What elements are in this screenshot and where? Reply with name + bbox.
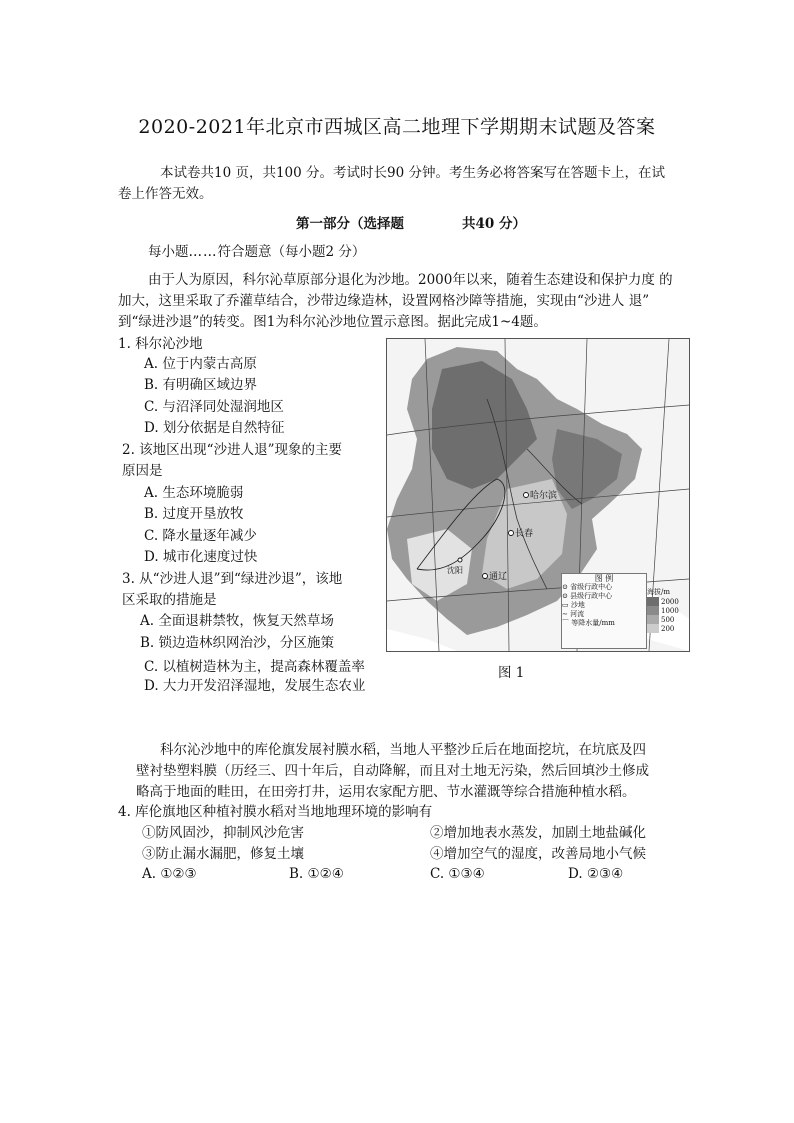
q1-option-c: C. 与沼泽同处湿润地区: [144, 399, 284, 415]
figure-map: [386, 338, 690, 652]
q3-stem-line-1: 3. 从“沙进人退”到“绿进沙退”，该地: [122, 571, 343, 587]
legend-item-county: ⊙ 县级行政中心: [562, 592, 613, 600]
passage1-line-1: 由于人为原因，科尔沁草原部分退化为沙地。2000年以来，随着生态建设和保护力度 的: [148, 272, 673, 288]
q2-option-a: A. 生态环境脆弱: [144, 485, 244, 501]
instruction-prefix: 每小题: [148, 244, 189, 260]
passage2-line-3: 略高于地面的畦田，在田旁打井，运用农家配方肥、节水灌溉等综合措施种植水稻。: [136, 784, 636, 800]
map-legend: [561, 573, 647, 649]
part-heading: 第一部分（选择题: [296, 216, 404, 232]
passage2-line-2: 壁衬垫塑料膜（历经三、四十年后，自动降解，而且对土地无污染，然后回填沙土修成: [136, 763, 649, 779]
q2-stem-line-2: 原因是: [122, 463, 163, 479]
instruction-suffix: 符合题意（每小题2 分）: [217, 244, 366, 260]
legend-item-river: ∼ 河流: [562, 610, 585, 618]
q2-stem-line-1: 2. 该地区出现“沙进人退”现象的主要: [122, 442, 342, 458]
passage1-line-3: 到“绿进沙退”的转变。图1为科尔沁沙地位置示意图。据此完成1~4题。: [118, 314, 547, 330]
legend-item-isohyet: ⌒ 等降水量/mm: [562, 619, 615, 627]
city-changchun: 长春: [515, 529, 534, 539]
q3-option-a: A. 全面退耕禁牧，恢复天然草场: [140, 613, 334, 629]
intro-line-2: 卷上作答无效。: [118, 186, 213, 202]
elevation-title: 海拔/m: [647, 588, 670, 596]
legend-item-province: ⊙ 省级行政中心: [562, 583, 613, 591]
passage1-line-2: 加大，这里采取了乔灌草结合，沙带边缘造林，设置网格沙障等措施，实现由“沙进人 退”: [118, 293, 650, 309]
city-tongliao: 通辽: [489, 572, 508, 582]
q2-option-b: B. 过度开垦放牧: [144, 506, 244, 522]
q3-option-d: D. 大力开发沼泽湿地，发展生态农业: [144, 678, 366, 694]
q1-option-d: D. 划分依据是自然特征: [144, 420, 285, 436]
q3-stem-line-2: 区采取的措施是: [122, 592, 217, 608]
page-title: 2020-2021年北京市西城区高二地理下学期期末试题及答案: [138, 116, 656, 138]
q3-option-b: B. 锁边造林织网治沙，分区施策: [140, 635, 335, 651]
q1-option-a: A. 位于内蒙古高原: [144, 356, 257, 372]
q4-option-d: D. ②③④: [568, 866, 624, 882]
elevation-row: 1000: [647, 606, 687, 615]
city-harbin: 哈尔滨: [530, 491, 558, 501]
q1-option-b: B. 有明确区域边界: [144, 377, 258, 393]
q4-option-b: B. ①②④: [289, 866, 344, 882]
elevation-legend: [647, 587, 687, 633]
legend-item-sand: ▭ 沙地: [562, 601, 585, 609]
q1-stem: 1. 科尔沁沙地: [118, 336, 203, 352]
q2-option-d: D. 城市化速度过快: [144, 549, 258, 565]
q4-item-3: ③防止漏水漏肥，修复土壤: [142, 846, 304, 862]
q4-item-4: ④增加空气的湿度，改善局地小气候: [430, 846, 646, 862]
q4-stem: 4. 库伦旗地区种植衬膜水稻对当地地理环境的影响有: [118, 804, 433, 820]
instruction: 每小题……符合题意（每小题2 分）: [148, 244, 366, 260]
city-shenyang: 沈阳: [447, 566, 463, 575]
q4-option-c: C. ①③④: [430, 866, 485, 882]
part-score: 共40 分）: [462, 216, 526, 232]
q4-option-a: A. ①②③: [142, 866, 197, 882]
q2-option-c: C. 降水量逐年减少: [144, 528, 257, 544]
q4-item-1: ①防风固沙，抑制风沙危害: [142, 825, 304, 841]
q3-option-c: C. 以植树造林为主，提高森林覆盖率: [144, 659, 365, 675]
q4-item-2: ②增加地表水蒸发，加剧土地盐碱化: [430, 825, 646, 841]
elevation-row: 2000: [647, 597, 687, 606]
passage2-line-1: 科尔沁沙地中的库伦旗发展衬膜水稻，当地人平整沙丘后在地面挖坑，在坑底及四: [160, 742, 646, 758]
intro-line-1: 本试卷共10 页，共100 分。考试时长90 分钟。考生务必将答案写在答题卡上，在试: [160, 165, 665, 181]
legend-title: 图 例: [594, 574, 614, 583]
elevation-row: 200: [647, 624, 687, 633]
figure-caption: 图 1: [498, 665, 525, 681]
elevation-row: 500: [647, 615, 687, 624]
